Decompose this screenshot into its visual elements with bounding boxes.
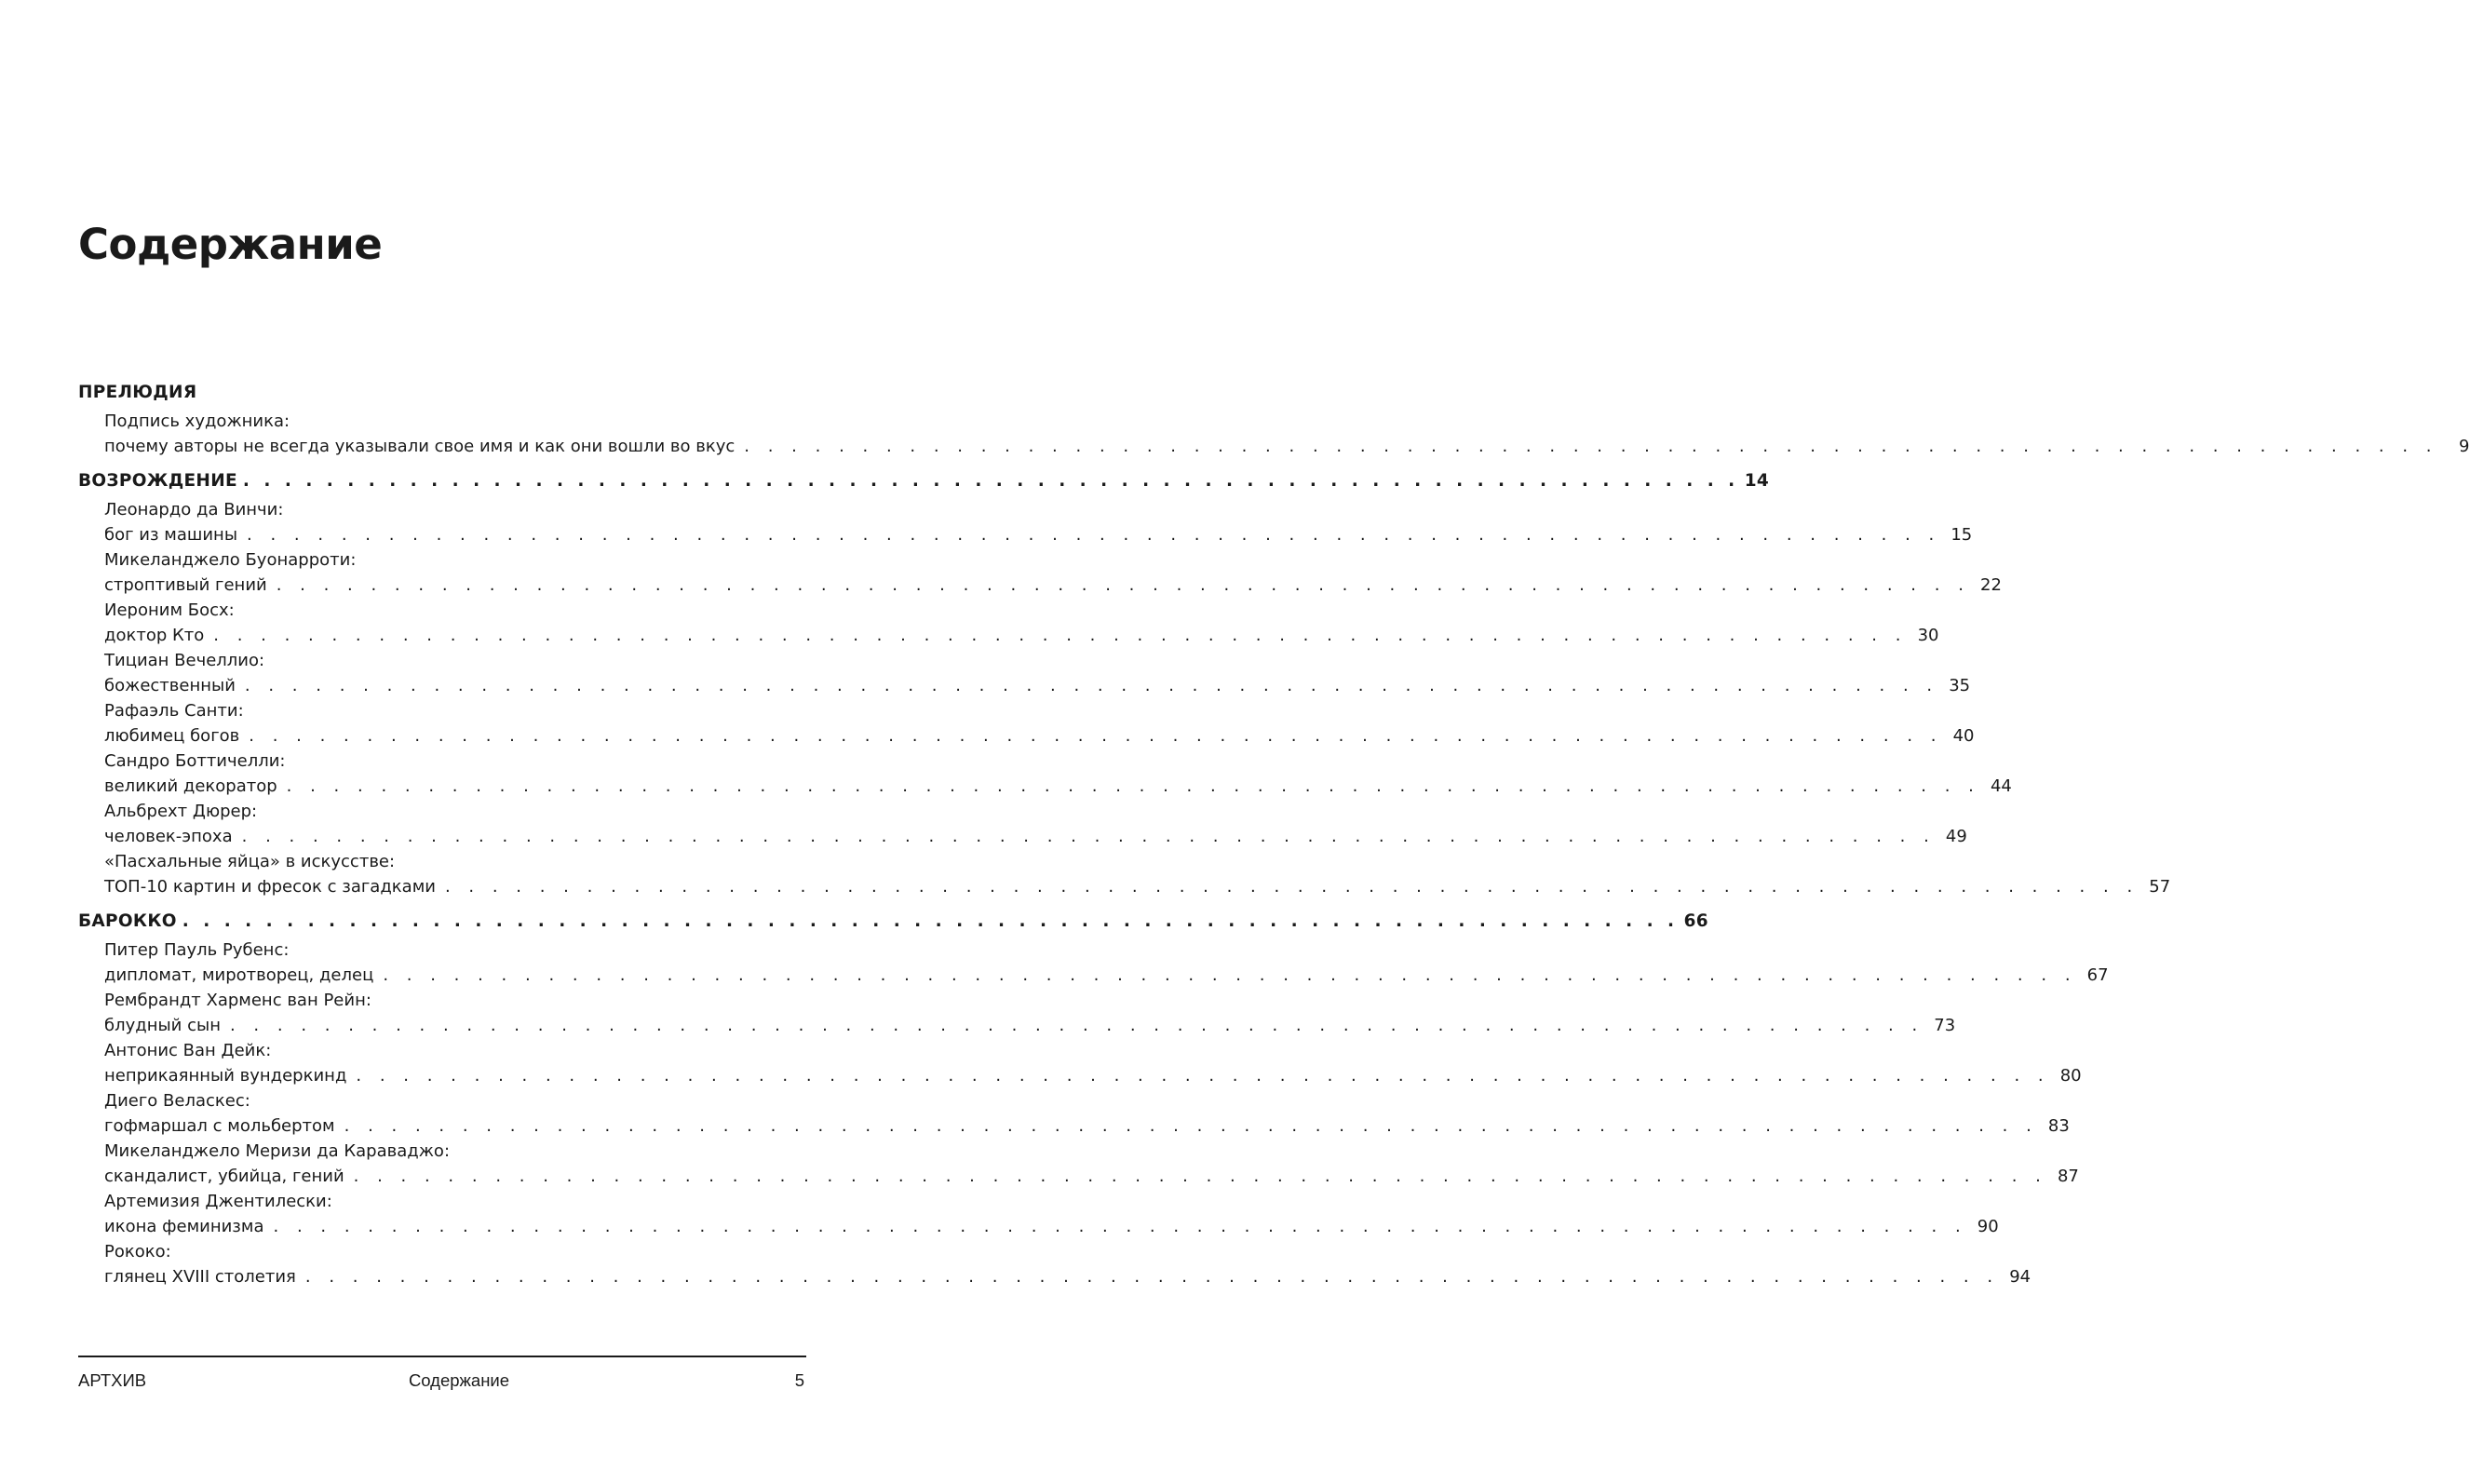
- entry-author: Антонис Ван Дейк:: [104, 1041, 272, 1060]
- footer-book-title: АРТХИВ: [78, 1370, 147, 1390]
- dot-leader: . . . . . . . . . . . . . . . . . . . . . . . . . . . . . . . . . . . . . . . . . . . . . . . . . . . . . . . . . . . . . . . . . . . . . . . .: [304, 1267, 2000, 1287]
- entry-subtitle-row: [104, 1164, 2079, 1189]
- entry-subtitle: доктор Кто: [104, 626, 205, 645]
- dot-leader: . . . . . . . . . . . . . . . . . . . . . . . . . . . . . . . . . . . . . . . . . . . . . . . . . . . . . . . . . . . . . . . . . . . . . . . .: [213, 626, 1908, 645]
- entry-subtitle-row: [104, 1214, 1999, 1239]
- dot-leader: . . . . . . . . . . . . . . . . . . . . . . . . . . . . . . . . . . . . . . . . . . . . . . . . . . . . . . . . . . . . . . . . . . . . . . . .: [244, 676, 1939, 695]
- entry-subtitle: гофмаршал с мольбертом: [104, 1116, 335, 1136]
- entry-author: Питер Пауль Рубенс:: [104, 940, 290, 960]
- entry-subtitle-row: [104, 824, 1967, 849]
- entry-subtitle-row: [104, 774, 2012, 799]
- footer-page-number: 5: [794, 1370, 804, 1390]
- entry-page-number: 40: [1952, 726, 1975, 746]
- entry-subtitle: неприкаянный вундеркинд: [104, 1066, 347, 1086]
- entry-page-number: 90: [1977, 1217, 1999, 1236]
- section-page-number: 14: [1744, 471, 1770, 491]
- dot-leader: . . . . . . . . . . . . . . . . . . . . . . . . . . . . . . . . . . . . . . . . . . . . . . . . . . . . . . . . . . . . . . . . . . . . . . . .: [182, 911, 1679, 931]
- section-heading[interactable]: [78, 383, 804, 409]
- toc-entry[interactable]: [78, 497, 1973, 547]
- entry-page-number: 57: [2149, 877, 2171, 897]
- toc-entry[interactable]: [78, 1088, 2070, 1139]
- entry-page-number: 67: [2086, 965, 2109, 985]
- page-title: Содержание: [78, 220, 383, 269]
- entry-author: Рембрандт Харменс ван Рейн:: [104, 991, 371, 1010]
- toc-entry[interactable]: [78, 698, 1975, 749]
- section-heading-label: БАРОККО: [78, 911, 177, 931]
- entry-subtitle: строптивый гений: [104, 575, 267, 595]
- toc-entry[interactable]: [78, 988, 1956, 1038]
- toc-section: [78, 471, 2171, 899]
- entry-subtitle-row: [104, 573, 2002, 598]
- entry-page-number: 80: [2059, 1066, 2082, 1086]
- entry-subtitle-row: [104, 434, 2470, 459]
- entry-subtitle: глянец XVIII столетия: [104, 1267, 296, 1287]
- toc-entry[interactable]: [78, 1139, 2079, 1189]
- toc-entry[interactable]: [78, 648, 1971, 698]
- entry-subtitle-row: [104, 1013, 1956, 1038]
- entry-subtitle-row: [104, 963, 2109, 988]
- entry-subtitle-row: [104, 723, 1975, 749]
- entry-page-number: 30: [1917, 626, 1939, 645]
- entry-page-number: 9: [2459, 437, 2470, 456]
- section-heading[interactable]: [78, 911, 1708, 938]
- dot-leader: . . . . . . . . . . . . . . . . . . . . . . . . . . . . . . . . . . . . . . . . . . . . . . . . . . . . . . . . . . . . . . . . . . . . . . . .: [444, 877, 2139, 897]
- toc-entry[interactable]: [78, 938, 2109, 988]
- dot-leader: . . . . . . . . . . . . . . . . . . . . . . . . . . . . . . . . . . . . . . . . . . . . . . . . . . . . . . . . . . . . . . . . . . . . . . . .: [273, 1217, 1967, 1236]
- entry-subtitle: любимец богов: [104, 726, 240, 746]
- entry-page-number: 35: [1949, 676, 1971, 695]
- entry-subtitle: великий декоратор: [104, 776, 277, 796]
- entry-subtitle: икона феминизма: [104, 1217, 264, 1236]
- dot-leader: . . . . . . . . . . . . . . . . . . . . . . . . . . . . . . . . . . . . . . . . . . . . . . . . . . . . . . . . . . . . . . . . . . . . . . . .: [241, 827, 1936, 846]
- entry-page-number: 22: [1980, 575, 2002, 595]
- toc-entry[interactable]: [78, 849, 2171, 899]
- entry-subtitle-row: [104, 522, 1973, 547]
- entry-author: Микеланджело Буонарроти:: [104, 550, 357, 570]
- entry-subtitle: скандалист, убийца, гений: [104, 1167, 344, 1186]
- entry-author: Леонардо да Винчи:: [104, 500, 284, 519]
- entry-author: «Пасхальные яйца» в искусстве:: [104, 852, 396, 871]
- entry-subtitle-row: [104, 1063, 2082, 1088]
- entry-subtitle-row: [104, 623, 1939, 648]
- dot-leader: . . . . . . . . . . . . . . . . . . . . . . . . . . . . . . . . . . . . . . . . . . . . . . . . . . . . . . . . . . . . . . . . . . . . . . . .: [344, 1116, 2038, 1136]
- section-heading[interactable]: [78, 471, 1770, 497]
- entry-page-number: 87: [2057, 1167, 2079, 1186]
- entry-subtitle-row: [104, 673, 1971, 698]
- entry-page-number: 73: [1934, 1016, 1956, 1035]
- dot-leader: . . . . . . . . . . . . . . . . . . . . . . . . . . . . . . . . . . . . . . . . . . . . . . . . . . . . . . . . . . . . . . . . . . . . . . . .: [286, 776, 1980, 796]
- entry-page-number: 44: [1990, 776, 2012, 796]
- toc-entry[interactable]: [78, 1038, 2082, 1088]
- dot-leader: . . . . . . . . . . . . . . . . . . . . . . . . . . . . . . . . . . . . . . . . . . . . . . . . . . . . . . . . . . . . . . . . . . . . . . . .: [356, 1066, 2050, 1086]
- entry-subtitle: человек-эпоха: [104, 827, 233, 846]
- dot-leader: . . . . . . . . . . . . . . . . . . . . . . . . . . . . . . . . . . . . . . . . . . . . . . . . . . . . . . . . . . . . . . . . . . . . . . . .: [383, 965, 2077, 985]
- footer-divider: [78, 1356, 806, 1357]
- toc-entry[interactable]: [78, 799, 1967, 849]
- dot-leader: . . . . . . . . . . . . . . . . . . . . . . . . . . . . . . . . . . . . . . . . . . . . . . . . . . . . . . . . . . . . . . . . . . . . . . . .: [276, 575, 1970, 595]
- toc-entry[interactable]: [78, 749, 2012, 799]
- entry-author: Диего Веласкес:: [104, 1091, 250, 1111]
- entry-subtitle: ТОП-10 картин и фресок с загадками: [104, 877, 436, 897]
- entry-author: Подпись художника:: [104, 411, 290, 431]
- entry-subtitle-row: [104, 874, 2171, 899]
- dot-leader: . . . . . . . . . . . . . . . . . . . . . . . . . . . . . . . . . . . . . . . . . . . . . . . . . . . . . . . . . . . . . . . . . . . . . . . .: [353, 1167, 2047, 1186]
- toc-entry[interactable]: [78, 409, 2470, 459]
- entry-author: Альбрехт Дюрер:: [104, 802, 258, 821]
- entry-subtitle-row: [104, 1113, 2070, 1139]
- section-heading-label: ПРЕЛЮДИЯ: [78, 383, 197, 402]
- entry-author: Рококо:: [104, 1242, 171, 1261]
- dot-leader: . . . . . . . . . . . . . . . . . . . . . . . . . . . . . . . . . . . . . . . . . . . . . . . . . . . . . . . . . . . . . . . . . . . . . . . .: [247, 525, 1941, 545]
- section-heading-label: ВОЗРОЖДЕНИЕ: [78, 471, 237, 491]
- section-page-number: 66: [1683, 911, 1708, 931]
- toc-entry[interactable]: [78, 1189, 1999, 1239]
- entry-page-number: 94: [2009, 1267, 2031, 1287]
- table-of-contents: [78, 383, 2470, 1302]
- entry-author: Иероним Босх:: [104, 600, 235, 620]
- dot-leader: . . . . . . . . . . . . . . . . . . . . . . . . . . . . . . . . . . . . . . . . . . . . . . . . . . . . . . . . . . . . . . . . . . . . . . . .: [242, 471, 1739, 491]
- entry-author: Сандро Боттичелли:: [104, 751, 286, 771]
- entry-subtitle: блудный сын: [104, 1016, 221, 1035]
- entry-page-number: 49: [1945, 827, 1967, 846]
- toc-section: [78, 383, 2470, 459]
- entry-subtitle: дипломат, миротворец, делец: [104, 965, 374, 985]
- entry-subtitle-row: [104, 1264, 2031, 1289]
- entry-author: Микеланджело Меризи да Караваджо:: [104, 1141, 451, 1161]
- toc-entry[interactable]: [78, 547, 2002, 598]
- dot-leader: . . . . . . . . . . . . . . . . . . . . . . . . . . . . . . . . . . . . . . . . . . . . . . . . . . . . . . . . . . . . . . . . . . . . . . . .: [229, 1016, 1924, 1035]
- toc-section: [78, 911, 2109, 1289]
- entry-page-number: 15: [1950, 525, 1973, 545]
- entry-subtitle: божественный: [104, 676, 236, 695]
- toc-entry[interactable]: [78, 1239, 2031, 1289]
- dot-leader: . . . . . . . . . . . . . . . . . . . . . . . . . . . . . . . . . . . . . . . . . . . . . . . . . . . . . . . . . . . . . . . . . . . . . . . .: [249, 726, 1943, 746]
- toc-entry[interactable]: [78, 598, 1939, 648]
- entry-author: Рафаэль Санти:: [104, 701, 244, 721]
- footer-section-title: Содержание: [408, 1370, 510, 1390]
- entry-page-number: 83: [2047, 1116, 2070, 1136]
- entry-subtitle: бог из машины: [104, 525, 238, 545]
- entry-subtitle: почему авторы не всегда указывали свое имя и как они вошли во вкус: [104, 437, 736, 456]
- entry-author: Тициан Вечеллио:: [104, 651, 265, 670]
- entry-author: Артемизия Джентилески:: [104, 1192, 332, 1211]
- dot-leader: . . . . . . . . . . . . . . . . . . . . . . . . . . . . . . . . . . . . . . . . . . . . . . . . . . . . . . . . . . . . . . . . . . . . . . . .: [744, 437, 2438, 456]
